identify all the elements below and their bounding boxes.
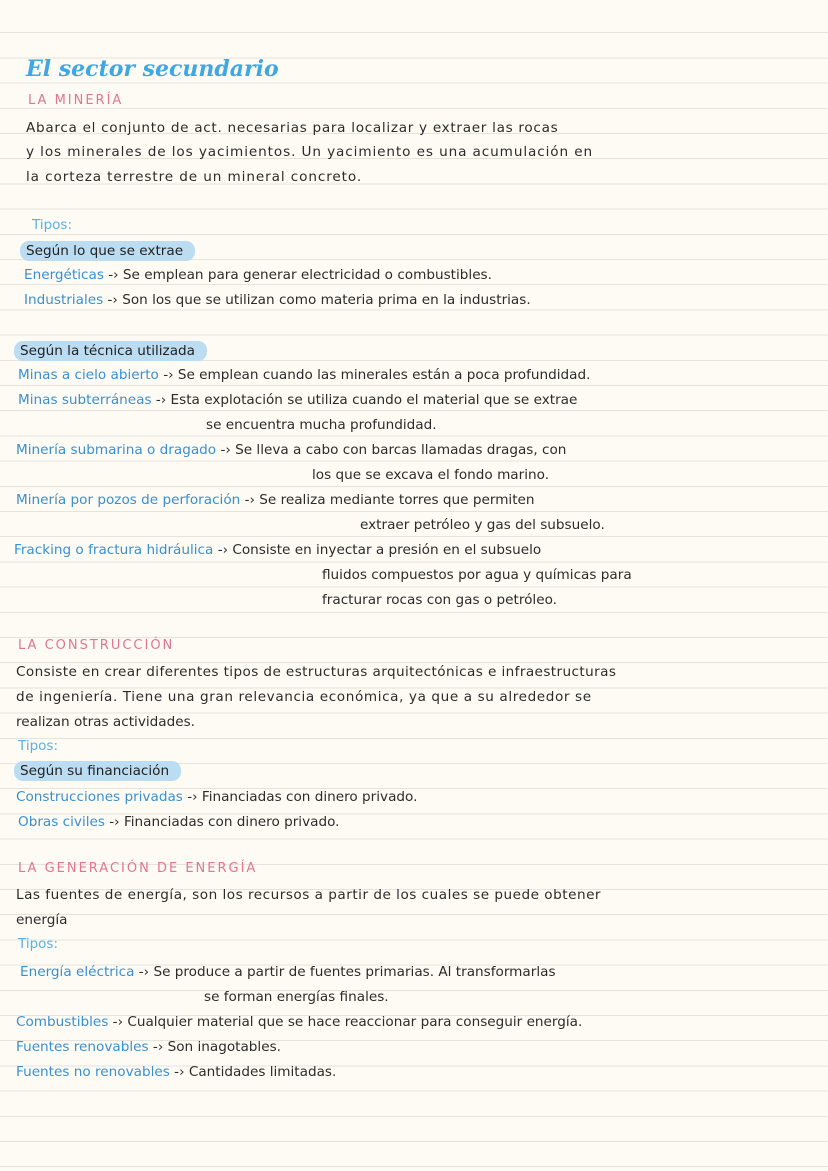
item-text: -› Se lleva a cabo con barcas llamadas dragas, con	[220, 442, 567, 458]
item-text: -› Son los que se utilizan como materia prima en la industrias.	[107, 292, 531, 308]
list-item-continuation: fluidos compuestos por agua y químicas para	[322, 567, 632, 583]
item-text: -› Se produce a partir de fuentes primarias. Al transformarlas	[138, 964, 556, 980]
list-item	[16, 1013, 582, 1031]
item-text: -› Cantidades limitadas.	[174, 1064, 337, 1080]
item-term: Fuentes no renovables	[16, 1064, 170, 1080]
list-item	[14, 541, 541, 559]
construccion-intro-line-3: realizan otras actividades.	[16, 714, 195, 730]
mineria-intro-line-3: la corteza terrestre de un mineral concreto.	[26, 169, 363, 185]
item-term: Construcciones privadas	[16, 789, 183, 805]
list-item	[16, 1063, 336, 1081]
energia-intro-line-2: energía	[16, 912, 68, 928]
item-text: -› Son inagotables.	[152, 1039, 281, 1055]
item-term: Fracking o fractura hidráulica	[14, 542, 214, 558]
list-item	[16, 1038, 281, 1056]
item-term: Energéticas	[24, 267, 104, 283]
energia-intro-line-1: Las fuentes de energía, son los recursos a partir de los cuales se puede obtener	[16, 887, 602, 903]
list-item	[20, 963, 556, 981]
list-item	[18, 813, 340, 831]
construccion-tipos-label: Tipos:	[18, 738, 58, 754]
list-item-continuation: extraer petróleo y gas del subsuelo.	[360, 517, 605, 533]
item-term: Fuentes renovables	[16, 1039, 149, 1055]
item-text: -› Se emplean cuando las minerales están a poca profundidad.	[163, 367, 591, 383]
list-item	[24, 291, 531, 309]
list-item	[16, 441, 566, 459]
item-term: Industriales	[24, 292, 104, 308]
list-item-continuation: se forman energías finales.	[204, 989, 389, 1005]
list-item-continuation: los que se excava el fondo marino.	[312, 467, 550, 483]
item-text: -› Esta explotación se utiliza cuando el material que se extrae	[155, 392, 578, 408]
highlight-label-segun-la-tecnica: Según la técnica utilizada	[14, 341, 207, 361]
highlight-label-segun-lo-que-se-extrae: Según lo que se extrae	[20, 241, 195, 261]
item-text: -› Cualquier material que se hace reaccionar para conseguir energía.	[112, 1014, 583, 1030]
list-item	[18, 366, 590, 384]
item-text: -› Financiadas con dinero privado.	[109, 814, 340, 830]
list-item-continuation: fracturar rocas con gas o petróleo.	[322, 592, 557, 608]
section-heading-construccion: LA CONSTRUCCIÓN	[18, 638, 175, 653]
item-term: Minería submarina o dragado	[16, 442, 217, 458]
page-title: El sector secundario	[26, 56, 279, 82]
list-item	[18, 391, 577, 409]
highlight-label-segun-su-financiacion: Según su financiación	[14, 761, 181, 781]
list-item	[16, 491, 535, 509]
item-term: Minería por pozos de perforación	[16, 492, 241, 508]
construccion-intro-line-2: de ingeniería. Tiene una gran relevancia económica, ya que a su alrededor se	[16, 689, 592, 705]
item-term: Minas a cielo abierto	[18, 367, 159, 383]
item-term: Minas subterráneas	[18, 392, 152, 408]
item-text: -› Consiste en inyectar a presión en el subsuelo	[217, 542, 542, 558]
item-text: -› Se realiza mediante torres que permiten	[244, 492, 535, 508]
energia-tipos-label: Tipos:	[18, 936, 58, 952]
list-item	[16, 788, 417, 806]
section-heading-energia: LA GENERACIÓN DE ENERGÍA	[18, 861, 258, 876]
item-term: Energía eléctrica	[20, 964, 135, 980]
item-term: Obras civiles	[18, 814, 105, 830]
mineria-intro-line-1: Abarca el conjunto de act. necesarias para localizar y extraer las rocas	[26, 120, 559, 136]
item-term: Combustibles	[16, 1014, 109, 1030]
item-text: -› Se emplean para generar electricidad o combustibles.	[108, 267, 492, 283]
list-item-continuation: se encuentra mucha profundidad.	[206, 417, 437, 433]
section-heading-mineria: LA MINERÍA	[28, 93, 124, 108]
mineria-tipos-label: Tipos:	[32, 217, 72, 233]
mineria-intro-line-2: y los minerales de los yacimientos. Un yacimiento es una acumulación en	[26, 144, 594, 160]
construccion-intro-line-1: Consiste en crear diferentes tipos de estructuras arquitectónicas e infraestructuras	[16, 664, 617, 680]
list-item	[24, 266, 492, 284]
item-text: -› Financiadas con dinero privado.	[187, 789, 418, 805]
